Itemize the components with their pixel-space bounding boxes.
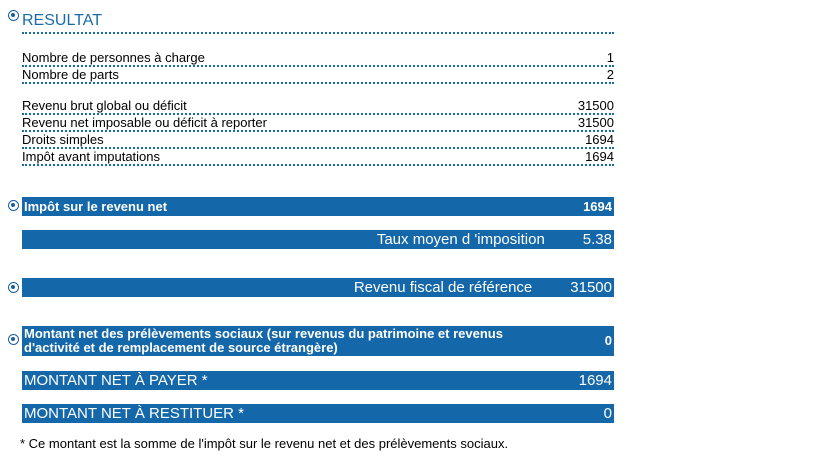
impot-net-value: 1694 — [583, 199, 612, 214]
a-restituer-value: 0 — [603, 405, 612, 422]
page-title: RESULTAT — [22, 12, 614, 34]
detail-row-revenu-brut — [22, 98, 614, 115]
rfr-value: 31500 — [570, 279, 612, 296]
detail-row-revenu-net — [22, 115, 614, 132]
impot-net-bullet-icon — [8, 200, 19, 211]
a-restituer-label: MONTANT NET À RESTITUER * — [24, 405, 245, 422]
a-payer-value: 1694 — [578, 372, 612, 389]
detail-row-impot-avant — [22, 149, 614, 166]
taux-value: 5.38 — [582, 231, 612, 248]
prelevements-value: 0 — [604, 333, 612, 348]
title-bullet-icon — [8, 10, 19, 21]
prelevements-bullet-icon — [8, 334, 19, 345]
detail-label: Nombre de parts — [22, 67, 119, 82]
a-payer-label: MONTANT NET À PAYER * — [24, 372, 208, 389]
detail-value: 1694 — [585, 149, 614, 164]
taux-bar — [22, 230, 614, 249]
taux-label: Taux moyen d 'imposition — [376, 231, 545, 248]
detail-value: 1694 — [585, 132, 614, 147]
footnote: * Ce montant est la somme de l'impôt sur le revenu net et des prélèvements sociaux. — [20, 436, 509, 451]
detail-label: Impôt avant imputations — [22, 149, 161, 164]
prelevements-bar — [22, 326, 614, 356]
detail-row-personnes — [22, 50, 614, 67]
detail-label: Revenu net imposable ou déficit à reporter — [22, 115, 267, 130]
rfr-bullet-icon — [8, 282, 19, 293]
detail-label: Nombre de personnes à charge — [22, 50, 205, 65]
impot-net-label: Impôt sur le revenu net — [24, 199, 168, 214]
detail-value: 2 — [606, 67, 614, 82]
impot-net-bar — [22, 197, 614, 216]
detail-label: Revenu brut global ou déficit — [22, 98, 187, 113]
detail-value: 31500 — [577, 98, 614, 113]
prelevements-label: Montant net des prélèvements sociaux (sur revenus du patrimoine et revenus d'activité et de remplacement de source étrangère) — [24, 326, 503, 355]
detail-label: Droits simples — [22, 132, 104, 147]
detail-value: 1 — [606, 50, 614, 65]
detail-value: 31500 — [577, 115, 614, 130]
a-payer-bar — [22, 371, 614, 390]
detail-row-parts — [22, 67, 614, 84]
rfr-label: Revenu fiscal de référence — [353, 279, 533, 296]
a-restituer-bar — [22, 404, 614, 423]
rfr-bar — [22, 278, 614, 297]
detail-row-droits — [22, 132, 614, 149]
